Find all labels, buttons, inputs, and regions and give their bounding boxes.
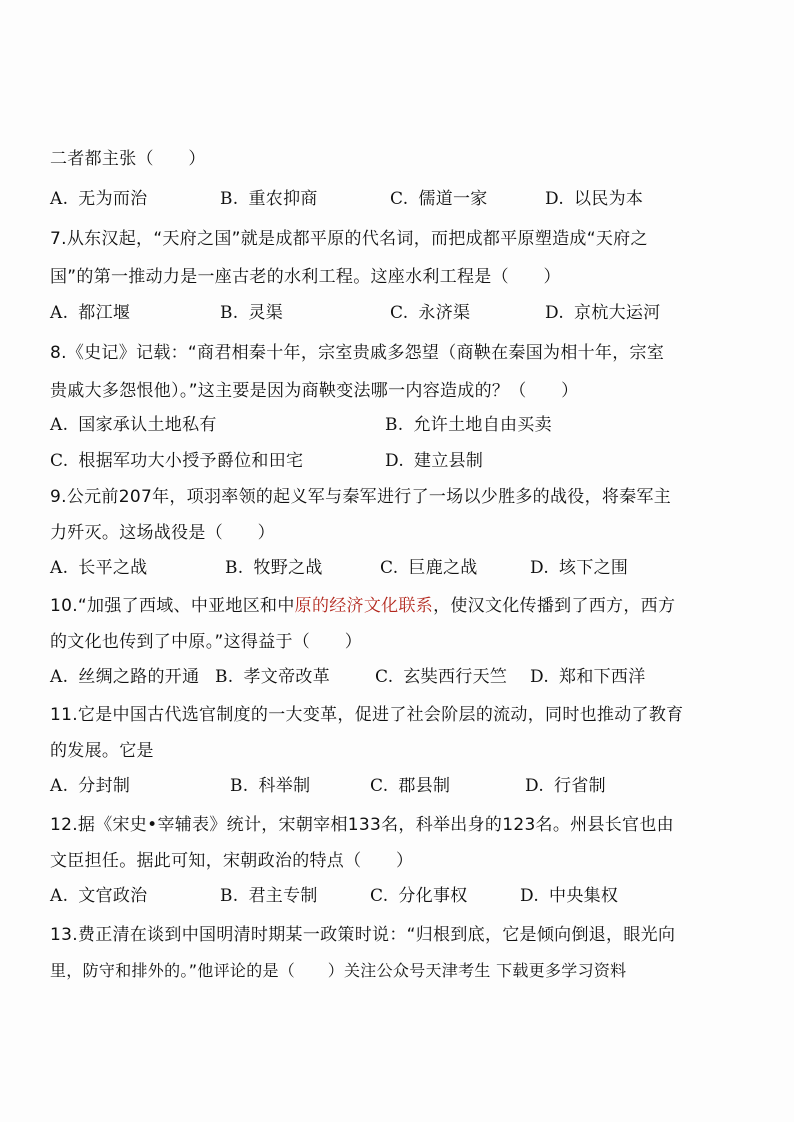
q8-stem-line1: 8.《史记》记载：“商君相秦十年，宗室贵戚多怨望（商鞅在秦国为相十年，宗室: [50, 343, 665, 363]
q12-option-c: C. 分化事权: [370, 886, 468, 906]
q6-options: [50, 188, 750, 210]
q8-options-row1: [50, 414, 750, 436]
q12-option-b: B. 君主专制: [220, 886, 318, 906]
q13-stem-line1: 13.费正清在谈到中国明清时期某一政策时说：“归根到底，它是倾向倒退，眼光向: [50, 925, 676, 945]
q12-stem-line2: 文臣担任。据此可知，宋朝政治的特点（ ）: [50, 851, 414, 871]
q10-option-b: B. 孝文帝改革: [215, 667, 330, 687]
q9-stem-line1: 9.公元前207年，项羽率领的起义军与秦军进行了一场以少胜多的战役，将秦军主: [50, 487, 672, 507]
q9-option-a: A. 长平之战: [50, 558, 148, 578]
q8-stem-line2: 贵戚大多怨恨他）。”这主要是因为商鞅变法哪一内容造成的？（ ）: [50, 381, 579, 401]
q6-option-b: B. 重农抑商: [220, 189, 318, 209]
q11-option-d: D. 行省制: [525, 776, 606, 796]
q11-option-b: B. 科举制: [230, 776, 311, 796]
q8-option-a: A. 国家承认土地私有: [50, 415, 217, 435]
q7-stem-line2: 国”的第一推动力是一座古老的水利工程。这座水利工程是（ ）: [50, 267, 561, 287]
q13-stem-line2: 里，防守和排外的。”他评论的是（ ）关注公众号天津考生 下载更多学习资料: [50, 961, 627, 980]
q9-option-d: D. 垓下之围: [530, 558, 629, 578]
q6-option-d: D. 以民为本: [545, 189, 644, 209]
q11-stem-line2: 的发展。它是: [50, 741, 154, 761]
q8-option-c: C. 根据军功大小授予爵位和田宅: [50, 451, 304, 471]
q9-options: [50, 557, 750, 579]
q12-options: [50, 885, 750, 907]
q6-option-c: C. 儒道一家: [390, 189, 488, 209]
q12-option-a: A. 文官政治: [50, 886, 148, 906]
q9-option-b: B. 牧野之战: [225, 558, 323, 578]
q8-option-b: B. 允许土地自由买卖: [385, 415, 552, 435]
q11-option-c: C. 郡县制: [370, 776, 451, 796]
q7-stem-line1: 7.从东汉起，“天府之国”就是成都平原的代名词，而把成都平原塑造成“天府之: [50, 229, 648, 249]
q10-option-a: A. 丝绸之路的开通: [50, 667, 200, 687]
q10-options: [50, 666, 750, 688]
q10-stem-line1: 10.“加强了西域、中亚地区和中原的经济文化联系，使汉文化传播到了西方，西方: [50, 596, 676, 616]
q9-option-c: C. 巨鹿之战: [380, 558, 478, 578]
q11-stem-line1: 11.它是中国古代选官制度的一大变革，促进了社会阶层的流动，同时也推动了教育: [50, 705, 684, 725]
q10-option-d: D. 郑和下西洋: [530, 667, 646, 687]
q7-option-a: A. 都江堰: [50, 303, 131, 323]
q7-options: [50, 302, 750, 324]
q10-option-c: C. 玄奘西行天竺: [375, 667, 508, 687]
q7-option-b: B. 灵渠: [220, 303, 284, 323]
q9-stem-line2: 力歼灭。这场战役是（ ）: [50, 523, 275, 543]
q6-stem-tail: 二者都主张（ ）: [50, 149, 206, 169]
q10-stem-line2: 的文化也传到了中原。”这得益于（ ）: [50, 632, 363, 652]
q7-option-c: C. 永济渠: [390, 303, 471, 323]
q7-option-d: D. 京杭大运河: [545, 303, 661, 323]
q12-option-d: D. 中央集权: [520, 886, 619, 906]
q6-option-a: A. 无为而治: [50, 189, 148, 209]
q10-highlighted-text: 原的经济文化联系: [294, 596, 434, 616]
q8-option-d: D. 建立县制: [385, 451, 484, 471]
q8-options-row2: [50, 450, 750, 472]
q11-options: [50, 775, 750, 797]
q11-option-a: A. 分封制: [50, 776, 131, 796]
q12-stem-line1: 12.据《宋史•宰辅表》统计，宋朝宰相133名，科举出身的123名。州县长官也由: [50, 815, 674, 835]
